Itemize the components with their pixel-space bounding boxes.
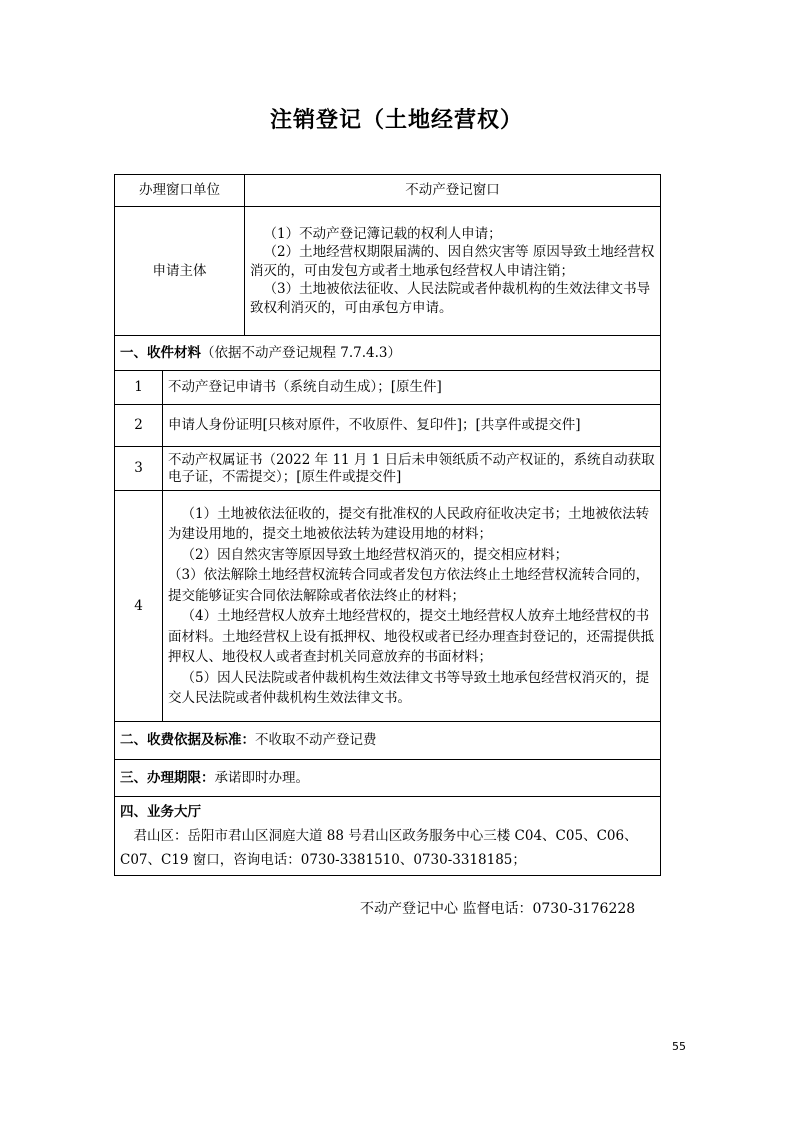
- fee-cell: [115, 722, 661, 760]
- material-row: [115, 405, 661, 447]
- applicant-label: 申请主体: [115, 207, 245, 336]
- materials-heading-cell: [115, 336, 661, 371]
- period-heading: 三、办理期限：: [120, 769, 215, 786]
- hall-row: [115, 797, 661, 876]
- office-label: 办理窗口单位: [115, 175, 245, 207]
- material-line: （5）因人民法院或者仲裁机构生效法律文书等导致土地承包经营权消灭的，提交人民法院或者仲裁机构生效法律文书。: [168, 669, 650, 706]
- applicant-line: （3）土地被依法征收、人民法院或者仲裁机构的生效法律文书导致权利消灭的，可由承包方申请。: [250, 281, 651, 316]
- procedure-table: [114, 174, 661, 876]
- applicant-row: [115, 207, 661, 336]
- hall-cell: [115, 797, 661, 876]
- material-line: （2）因自然灾害等原因导致土地经营权消灭的，提交相应材料；: [181, 546, 569, 563]
- page-title: 注销登记（土地经营权）: [269, 108, 523, 133]
- material-text: 申请人身份证明[只核对原件，不收原件、复印件]；[共享件或提交件]: [163, 405, 661, 447]
- material-row: [115, 491, 661, 722]
- material-text: [163, 491, 661, 722]
- material-text: 不动产权属证书（2022 年 11 月 1 日后未申领纸质不动产权证的，系统自动获取电子证，不需提交）；[原生件或提交件]: [163, 447, 661, 491]
- material-number: 3: [115, 447, 163, 491]
- office-value: 不动产登记窗口: [245, 175, 661, 207]
- footer-contact: 不动产登记中心 监督电话：0730-3176228: [360, 901, 636, 917]
- material-row: [115, 447, 661, 491]
- office-row: [115, 175, 661, 207]
- hall-text: 君山区：岳阳市君山区洞庭大道 88 号君山区政务服务中心三楼 C04、C05、C06、C07、C19 窗口，咨询电话：0730-3381510、0730-3318185；: [120, 828, 638, 868]
- fee-heading: 二、收费依据及标准：: [120, 732, 255, 748]
- material-number: 1: [115, 371, 163, 405]
- period-row: [115, 760, 661, 797]
- applicant-line: （1）不动产登记簿记载的权利人申请；: [263, 225, 502, 242]
- material-number: 2: [115, 405, 163, 447]
- applicant-content: [245, 207, 661, 336]
- materials-basis: （依据不动产登记规程 7.7.4.3）: [201, 344, 402, 361]
- material-text: 不动产登记申请书（系统自动生成）；[原生件]: [163, 371, 661, 405]
- fee-row: [115, 722, 661, 760]
- period-text: 承诺即时办理。: [214, 769, 309, 786]
- fee-text: 不收取不动产登记费: [255, 732, 377, 748]
- material-number: 4: [115, 491, 163, 722]
- material-row: [115, 371, 661, 405]
- applicant-line: （2）土地经营权期限届满的、因自然灾害等 原因导致土地经营权消灭的，可由发包方或者土地承包经营权人申请注销；: [250, 244, 655, 279]
- materials-heading-row: [115, 336, 661, 371]
- page-number: 55: [672, 1040, 686, 1053]
- materials-heading: 一、收件材料: [120, 344, 201, 361]
- hall-heading: 四、业务大厅: [120, 804, 201, 820]
- period-cell: [115, 760, 661, 797]
- material-line: （3）依法解除土地经营权流转合同或者发包方依法终止土地经营权流转合同的，提交能够证实合同依法解除或者依法终止的材料；: [168, 567, 650, 604]
- material-line: （4）土地经营权人放弃土地经营权的，提交土地经营权人放弃土地经营权的书面材料。土地经营权上设有抵押权、地役权或者已经办理查封登记的，还需提供抵押权人、地役权人或者查封机关同意放弃的书面材料；: [168, 608, 654, 665]
- material-line: （1）土地被依法征收的，提交有批准权的人民政府征收决定书；土地被依法转为建设用地的，提交土地被依法转为建设用地的材料；: [168, 505, 650, 542]
